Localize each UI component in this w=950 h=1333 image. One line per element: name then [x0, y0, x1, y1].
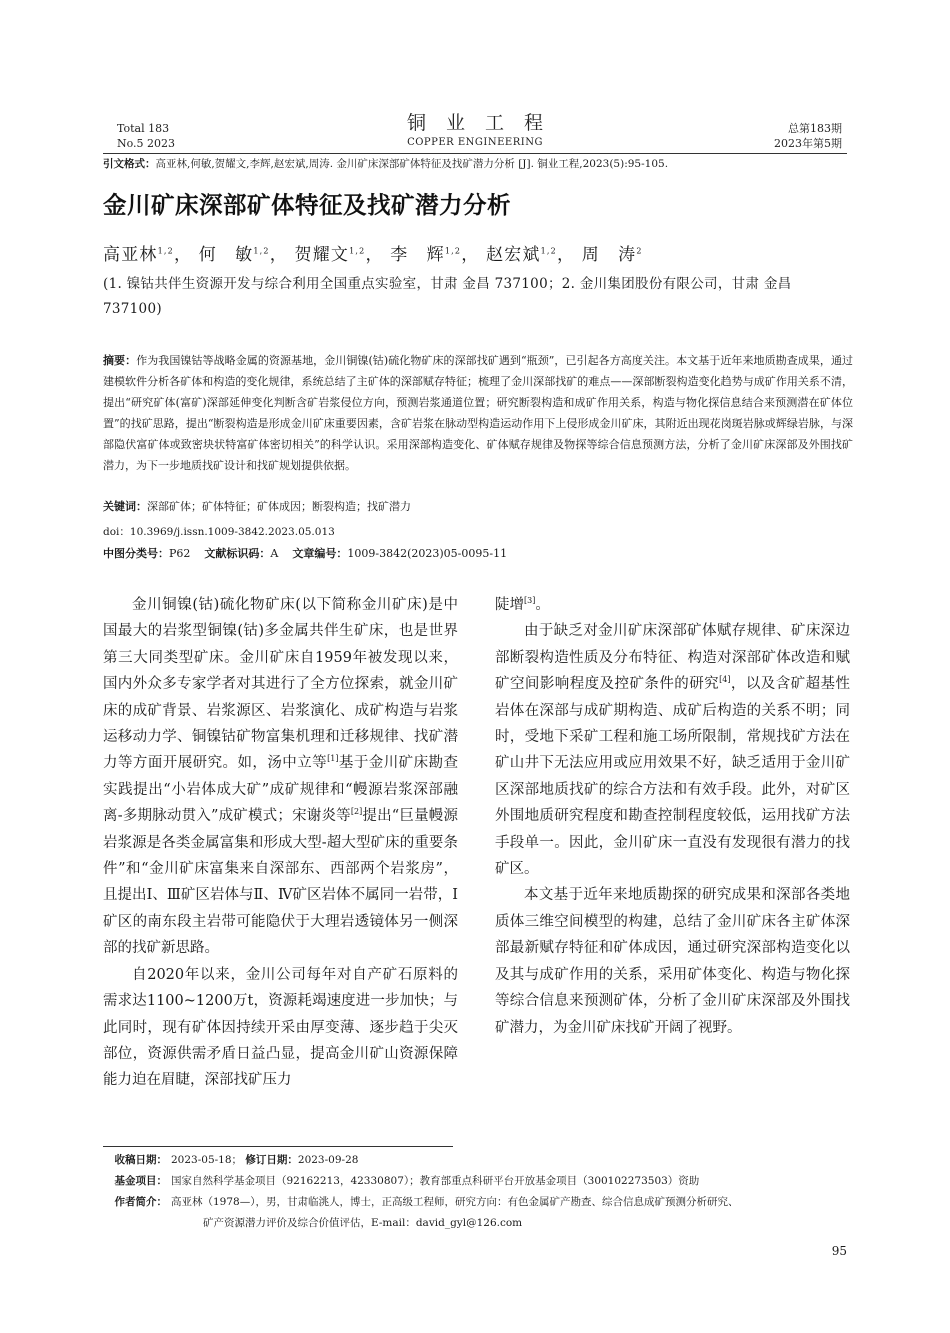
author-name: 高亚林	[103, 245, 158, 265]
body-text: 陡增	[495, 597, 524, 613]
footnote-rule	[103, 1146, 453, 1147]
body-paragraph: 本文基于近年来地质勘探的研究成果和深部各类地质体三维空间模型的构建，总结了金川矿床各主矿体深部最新赋存特征和矿体成因，通过研究深部构造变化以及其与成矿作用的关系，采用矿体变化、构造与物化探等综合信息来预测矿体，分析了金川矿床深部及外围找矿潜力，为金川矿床找矿开阔了视野。	[495, 887, 850, 1036]
received-date: 2023-05-18；	[171, 1154, 243, 1166]
keywords	[103, 499, 411, 514]
footnote-author	[103, 1192, 853, 1213]
author-name: 周 涛	[581, 245, 637, 265]
footnote-fund	[103, 1171, 853, 1192]
author-list: 高亚林$^{1,2}$， 何 敏$^{1,2}$， 贺耀文$^{1,2}$， 李 辉$^{1,2}$， 赵宏斌$^{1,2}$， 周 涛$^2$	[103, 245, 643, 265]
header-rule	[103, 153, 847, 154]
doi: doi：10.3969/j.issn.1009-3842.2023.05.013	[103, 526, 335, 538]
received-label: 收稿日期：	[114, 1154, 167, 1166]
author-name: 李 辉	[390, 245, 445, 265]
doc-code-label: 文献标识码：	[204, 547, 271, 560]
body-text: 。	[535, 597, 550, 613]
body-paragraph	[495, 618, 850, 882]
doc-code-value: A	[270, 547, 279, 560]
citation-format	[103, 157, 853, 172]
keywords-label: 关键词：	[103, 500, 147, 513]
author-name: 贺耀文	[294, 245, 350, 265]
body-paragraph	[103, 592, 458, 962]
footnote-dates	[103, 1150, 853, 1171]
footnote	[103, 1150, 853, 1234]
body-text: 由于缺乏对金川矿床深部矿体赋存规律、矿床深边部断裂构造性质及分布特征、构造对深部矿体改造和赋矿空间影响程度及控矿条件的研究	[495, 623, 850, 693]
body-column-right	[495, 592, 850, 1041]
author-affil-sup: 1,2	[349, 246, 366, 256]
clc-label: 中图分类号：	[103, 547, 169, 560]
citation-ref[interactable]: [4]	[719, 675, 731, 685]
body-text: 基于金川矿床勘查实践提出“小岩体成大矿”成矿规律和“幔源岩浆深部融离-多期脉动贯入”成矿模式；宋谢炎等	[103, 755, 459, 825]
header-total-issue: Total 183	[117, 122, 170, 135]
article-title: 金川矿床深部矿体特征及找矿潜力分析	[103, 191, 511, 219]
citation-ref[interactable]: [1]	[327, 754, 339, 764]
affiliations: (1. 镍钴共伴生资源开发与综合利用全国重点实验室，甘肃 金昌 737100；2. 金川集团股份有限公司，甘肃 金昌 737100)	[103, 276, 792, 317]
author-bio-continued: 矿产资源潜力评价及综合价值评估，E-mail：david_gyl@126.com	[203, 1217, 523, 1229]
header-issue-year: No.5 2023	[117, 137, 176, 150]
body-paragraph: 自2020年以来，金川公司每年对自产矿石原料的需求达1100~1200万t，资源耗竭速度进一步加快；与此同时，现有矿体因持续开采由厚变薄、逐步趋于尖灭部位，资源供需矛盾日益凸显，提高金川矿山资源保障能力迫在眉睫，深部找矿压力	[103, 966, 458, 1089]
header-issue-year-cn: 2023年第5期	[774, 137, 842, 150]
author-affil-sup: 2	[636, 246, 643, 256]
article-number-value: 1009-3842(2023)05-0095-11	[347, 547, 508, 560]
author-bio-text: 高亚林（1978—），男，甘肃临洮人，博士，正高级工程师，研究方向：有色金属矿产勘查、综合信息成矿预测分析研究、	[171, 1196, 739, 1208]
citation-label: 引文格式：	[103, 158, 156, 170]
fund-text: 国家自然科学基金项目（92162213，42330807）；教育部重点科研平台开放基金项目（300102273503）资助	[171, 1175, 700, 1187]
keywords-text: 深部矿体；矿体特征；矿体成因；断裂构造；找矿潜力	[147, 500, 411, 513]
article-number-label: 文章编号：	[292, 547, 348, 560]
author-name: 赵宏斌	[486, 245, 541, 265]
citation-ref[interactable]: [2]	[350, 807, 363, 817]
body-text: ，以及含矿超基性岩体在深部与成矿期构造、成矿后构造的关系不明；同时，受地下采矿工程和施工场所限制，常规找矿方法在矿山井下无法应用或应用效果不好，缺乏适用于金川矿区深部地质找矿的综合方法和有效手段。此外，对矿区外围地质研究程度和勘查控制程度较低，运用找矿方法手段单一。因此，金川矿床一直没有发现很有潜力的找矿区。	[495, 676, 851, 878]
journal-name-cn: 铜业工程	[406, 112, 563, 134]
journal-name-en: COPPER ENGINEERING	[407, 137, 543, 148]
abstract	[103, 350, 853, 476]
header-total-issue-cn: 总第183期	[788, 122, 842, 135]
body-paragraph	[495, 592, 850, 618]
page-number: 95	[831, 1244, 847, 1258]
citation-text: 高亚林,何敏,贺耀文,李辉,赵宏斌,周涛. 金川矿床深部矿体特征及找矿潜力分析 [J]. 铜业工程,2023(5):95-105.	[155, 158, 669, 170]
author-bio-label: 作者简介：	[114, 1196, 167, 1208]
revised-date: 2023-09-28	[297, 1154, 359, 1166]
header-right	[774, 121, 842, 151]
author-affil-sup: 1,2	[157, 246, 174, 256]
revised-label: 修订日期：	[245, 1154, 298, 1166]
body-text: 提出“巨量幔源岩浆源是各类金属富集和形成大型-超大型矿床的重要条件”和“金川矿床富集来自深部东、西部两个岩浆房”，且提出Ⅰ、Ⅲ矿区岩体与Ⅱ、Ⅳ矿区岩体不属同一岩带，Ⅰ矿区的南东段主岩带可能隐伏于大理岩透镜体另一侧深部的找矿新思路。	[103, 808, 458, 957]
classification-line	[103, 546, 507, 561]
body-text: 金川铜镍(钴)硫化物矿床(以下简称金川矿床)是中国最大的岩浆型铜镍(钴)多金属共伴生矿床，也是世界第三大同类型矿床。金川矿床自1959年被发现以来，国内外众多专家学者对其进行了全方位探索，就金川矿床的成矿背景、岩浆源区、岩浆演化、成矿构造与岩浆运移动力学、铜镍钴矿物富集机理和迁移规律、找矿潜力等方面开展研究。如，汤中立等	[103, 597, 458, 772]
clc-value: P62	[169, 547, 191, 560]
abstract-text: 作为我国镍钴等战略金属的资源基地，金川铜镍(钴)硫化物矿床的深部找矿遇到“瓶颈”，已引起各方高度关注。本文基于近年来地质勘查成果，通过建模软件分析各矿体和构造的变化规律，系统总结了主矿体的深部赋存特征；梳理了金川深部找矿的难点——深部断裂构造变化趋势与成矿作用关系不清，提出“研究矿体(富矿)深部延伸变化判断含矿岩浆侵位方向，预测岩浆通道位置；研究断裂构造和成矿作用关系，构造与物化探信息结合来预测潜在矿体位置”的找矿思路，提出“断裂构造是形成金川矿床重要因素，含矿岩浆在脉动型构造运动作用下上侵形成金川矿床，其附近出现花岗斑岩脉或辉绿岩脉，与深部隐伏富矿体或致密块状特富矿体密切相关”的科学认识。采用深部构造变化、矿体赋存规律及物探等综合信息预测方法，分析了金川矿床深部及外围找矿潜力，为下一步地质找矿设计和找矿规划提供依据。	[103, 354, 854, 472]
citation-ref[interactable]: [3]	[524, 596, 536, 606]
abstract-label: 摘要：	[103, 354, 137, 367]
author-affil-sup: 1,2	[444, 246, 462, 256]
author-affil-sup: 1,2	[253, 246, 270, 256]
fund-label: 基金项目：	[114, 1175, 167, 1187]
author-name: 何 敏	[198, 245, 254, 265]
body-column-left	[103, 592, 458, 1094]
author-affil-sup: 1,2	[540, 246, 557, 256]
